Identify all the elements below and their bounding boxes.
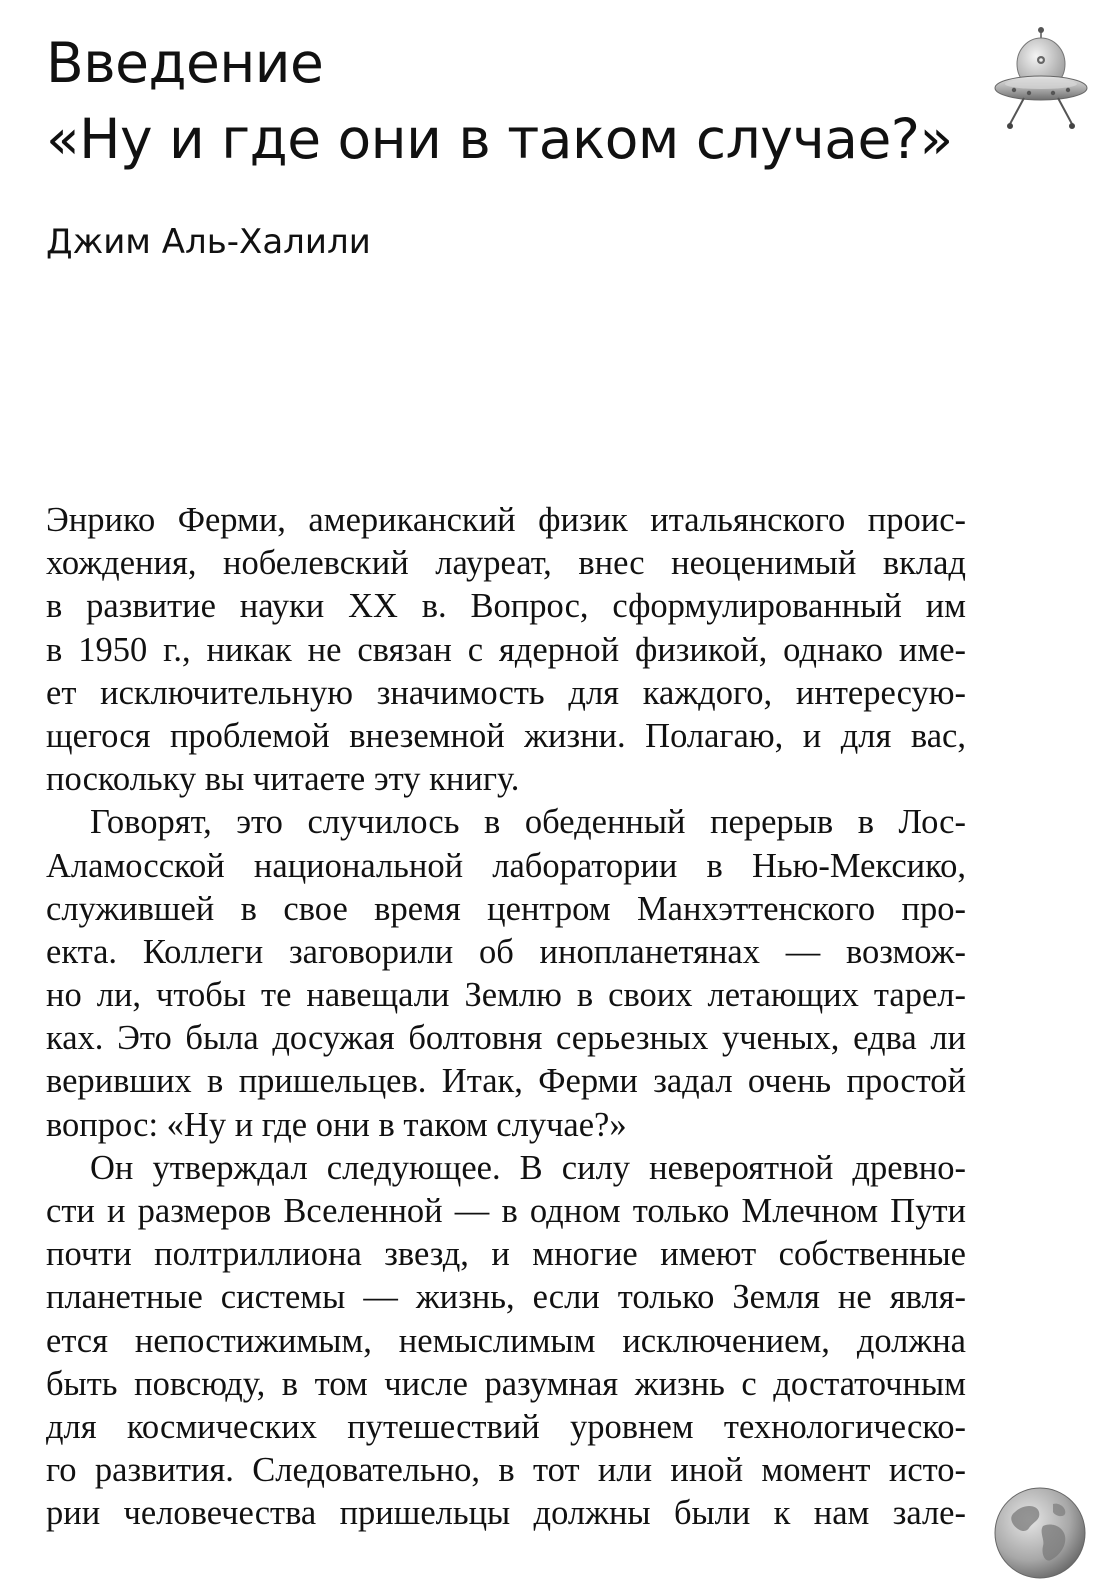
chapter-author: Джим Аль-Халили [46,222,371,262]
body-line: Говорят, это случилось в обеденный перерыв в Лос- [90,803,966,842]
body-line: служившей в свое время центром Манхэттенского про- [46,889,966,928]
body-line: поскольку вы читаете эту книгу. [46,760,520,799]
body-line: веривших в пришельцев. Итак, Ферми задал очень простой [46,1062,966,1101]
body-line: но ли, чтобы те навещали Землю в своих летающих тарел- [46,976,966,1015]
body-line: сти и размеров Вселенной — в одном только Млечном Пути [46,1192,966,1230]
body-line: для космических путешествий уровнем технологическо- [46,1407,966,1446]
body-line: екта. Коллеги заговорили об инопланетянах — возмож- [46,932,966,971]
body-line: вопрос: «Ну и где они в таком случае?» [46,1105,627,1144]
body-line: Аламосской национальной лаборатории в Нью-Мексико, [46,846,966,885]
body-line: рии человечества пришельцы должны были к нам зале- [46,1494,966,1533]
body-line: хождения, нобелевский лауреат, внес неоценимый вклад [46,544,966,583]
body-line: Он утверждал следующее. В силу невероятной древно- [90,1148,966,1187]
body-line: ет исключительную значимость для каждого, интересую- [46,673,966,712]
chapter-heading-line1: Введение [46,31,324,95]
globe-icon [993,1486,1087,1580]
body-line: Энрико Ферми, американский физик итальянского проис- [46,501,966,539]
body-line: ется непостижимым, немыслимым исключением, должна [46,1321,966,1360]
body-line: щегося проблемой внеземной жизни. Полагаю, и для вас, [46,716,966,755]
chapter-heading-line2: «Ну и где они в таком случае?» [46,107,953,171]
body-line: ках. Это была досужая болтовня серьезных ученых, едва ли [46,1019,966,1058]
ufo-icon [994,20,1089,132]
body-line: быть повсюду, в том числе разумная жизнь с достаточным [46,1364,966,1403]
body-line: планетные системы — жизнь, если только Земля не явля- [46,1278,966,1317]
body-line: го развития. Следовательно, в тот или иной момент исто- [46,1451,966,1490]
body-line: в 1950 г., никак не связан с ядерной физикой, однако име- [46,630,966,669]
body-text [46,499,966,1536]
body-line: почти полтриллиона звезд, и многие имеют собственные [46,1235,966,1274]
body-line: в развитие науки XX в. Вопрос, сформулированный им [46,587,966,626]
